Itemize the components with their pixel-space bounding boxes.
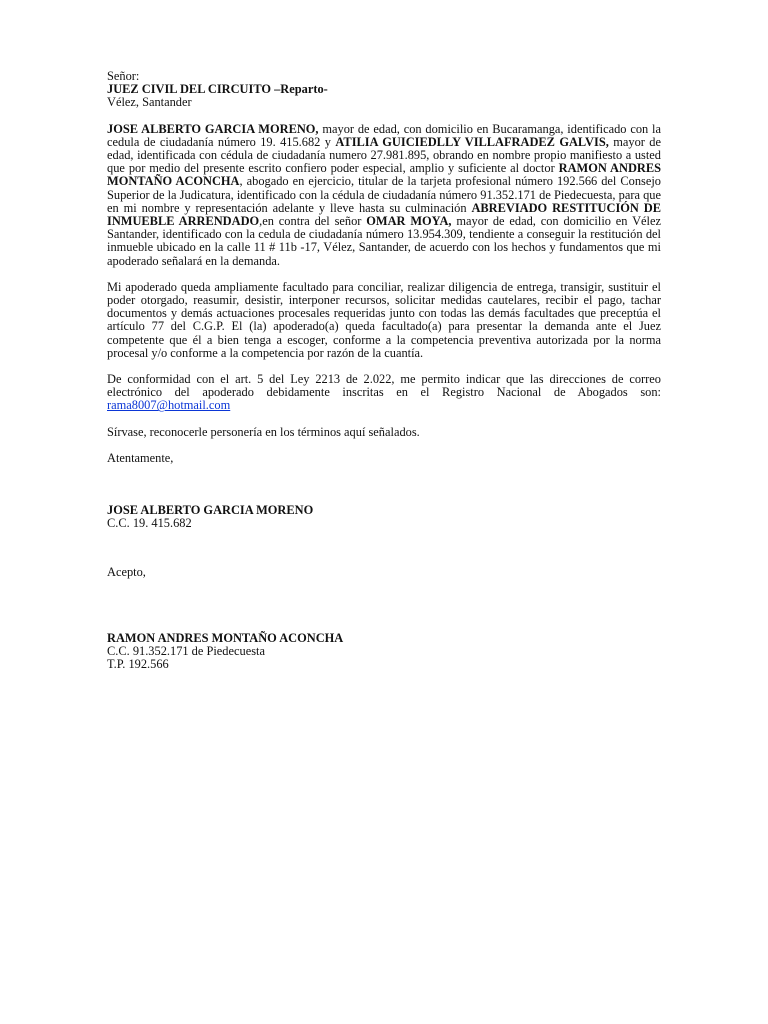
attorney-signature-name: RAMON ANDRES MONTAÑO ACONCHA (107, 630, 344, 645)
process-type: ABREVIADO RESTITUCIÓN DE INMUEBLE ARRENDADO (107, 200, 661, 229)
grantor-signature-block (107, 504, 661, 530)
accept-space (107, 530, 661, 566)
paragraph-text: , abogado en ejercicio, titular de la tarjeta profesional número 192.566 del Consejo Superior de la Judicatura, identificado con la cédula de ciudadanía número 91.352.171 de Piedecuesta, para que en mi nombre y representación adelante y lleve hasta su culminación (107, 174, 661, 215)
faculties-paragraph: Mi apoderado queda ampliamente facultado para conciliar, realizar diligencia de entrega, transigir, sustituir el poder otorgado, reasumir, desistir, interponer recursos, solicitar medidas cautelares, recibir el pago, tachar documentos y demás actuaciones procesales requeridas junto con todas las demás facultades que preceptúa el artículo 77 del C.G.P. El (la) apoderado(a) queda facultado(a) para presentar la demanda ante el Juez competente que él a bien tenga a escoger, conforme a la competencia preventiva autorizada por la norma procesal y/o conforme a la competencia por razón de la cuantía. (107, 279, 661, 360)
salutation: Señor: (107, 69, 140, 83)
signature-space (107, 465, 661, 504)
grantor-signature-id: C.C. 19. 415.682 (107, 516, 192, 531)
defendant-name: OMAR MOYA, (366, 214, 452, 229)
signature-space (107, 580, 661, 632)
paragraph-text: mayor de edad, identificada con cédula de ciudadanía numero 27.981.895, obrando en nombre propio manifiesto a usted que por medio del presente escrito confiero poder especial, amplio y suficiente al doctor (107, 134, 662, 176)
email-paragraph (107, 373, 661, 413)
attorney-professional-card: T.P. 192.566 (107, 657, 169, 672)
attorney-name: RAMON ANDRES MONTAÑO ACONCHA (107, 161, 661, 189)
power-of-attorney-paragraph (107, 123, 661, 268)
letter-body (107, 70, 661, 671)
paragraph-text: mayor de edad, con domicilio en Bucaramanga, identificado con la cedula de ciudadanía número 19. 415.682 y (107, 121, 661, 149)
attorney-email-link[interactable]: rama8007@hotmail.com (107, 398, 231, 413)
acceptance-label: Acepto, (107, 565, 146, 580)
addressee: JUEZ CIVIL DEL CIRCUITO –Reparto- (107, 82, 328, 97)
paragraph-text: mayor de edad, con domicilio en Vélez Santander, identificado con la cedula de ciudadanía número 13.954.309, tendiente a conseguir la restitución del inmueble ubicado en la calle 11 # 11b -17, Vélez, Santander, de acuerdo con los hechos y fundamentos que mi apoderado señalará en la demanda. (107, 214, 661, 268)
addressee-city: Vélez, Santander (107, 95, 192, 110)
grantor-signature-name: JOSE ALBERTO GARCIA MORENO (107, 503, 314, 518)
closing: Atentamente, (107, 450, 174, 465)
second-grantor-name: ATILIA GUICIEDLLY VILLAFRADEZ GALVIS, (335, 134, 609, 149)
paragraph-text: ,en contra del señor (259, 214, 367, 229)
grantor-name: JOSE ALBERTO GARCIA MORENO, (107, 121, 319, 136)
attorney-signature-block (107, 632, 661, 672)
paragraph-text: De conformidad con el art. 5 del Ley 2213 de 2.022, me permito indicar que las direcciones de correo electrónico del apoderado debidamente inscritas en el Registro Nacional de Abogados son: (107, 372, 661, 400)
recognition-paragraph: Sírvase, reconocerle personería en los términos aquí señalados. (107, 424, 420, 439)
letter-header (107, 70, 661, 110)
attorney-signature-id: C.C. 91.352.171 de Piedecuesta (107, 643, 265, 658)
